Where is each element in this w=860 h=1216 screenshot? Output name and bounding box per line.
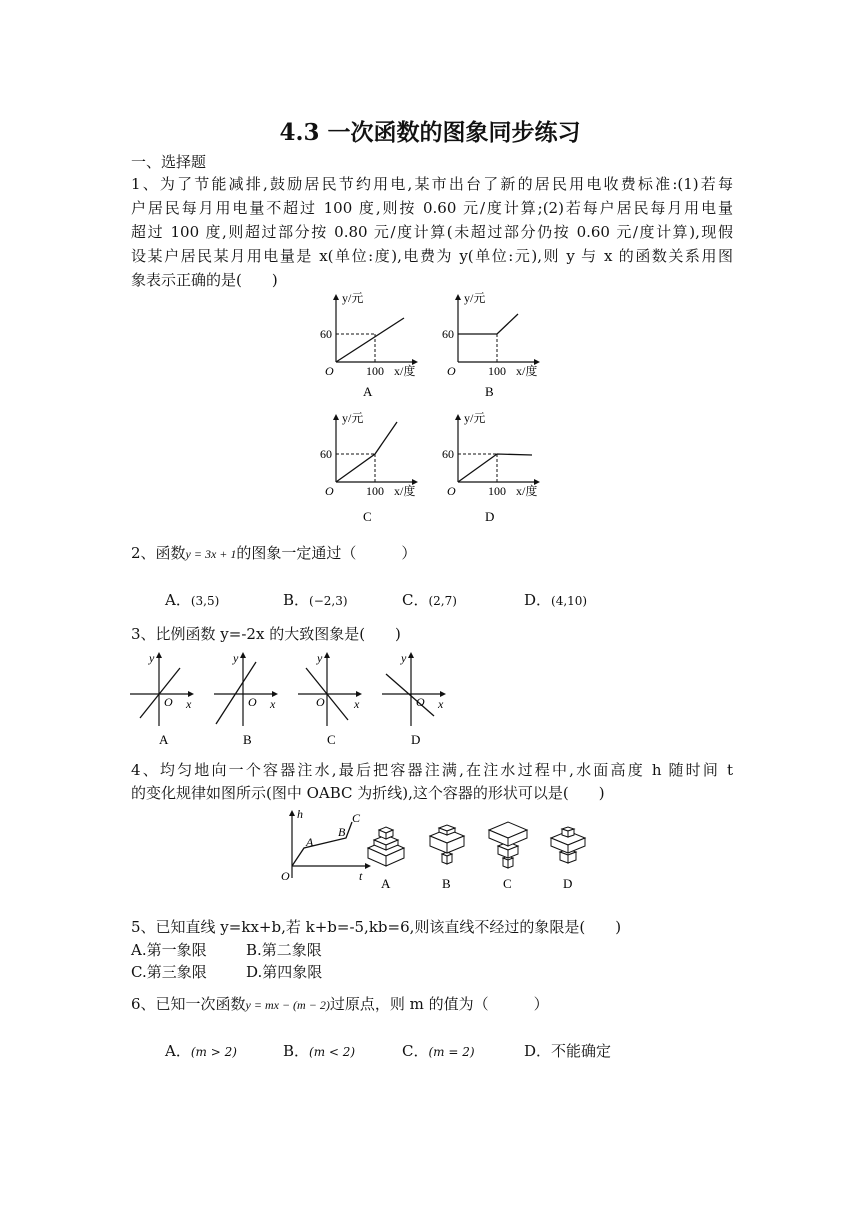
q4-axis-t: t xyxy=(359,869,363,883)
q1-graph-d xyxy=(422,410,547,525)
q1-c-xlabel: x/度 xyxy=(394,484,416,498)
q1-option-c: C xyxy=(363,509,372,524)
q3-graph-a xyxy=(128,648,198,748)
q3-stem: 3、比例函数 y=-2x 的大致图象是( ) xyxy=(131,625,401,643)
q4-container-a xyxy=(364,818,408,893)
q4-axis-h: h xyxy=(297,807,303,821)
q1-c-ytick: 60 xyxy=(320,447,332,461)
q5-stem: 5、已知直线 y=kx+b,若 k+b=-5,kb=6,则该直线不经过的象限是( ) xyxy=(131,918,622,936)
q5-option-b: B.第二象限 xyxy=(246,941,322,959)
q6-stem-prefix: 6、已知一次函数 xyxy=(131,995,246,1013)
q3-graph-d xyxy=(380,648,450,748)
q6-option-d: D．不能确定 xyxy=(524,1042,612,1060)
q1-d-origin: O xyxy=(447,484,456,498)
q1-d-ylabel: y/元 xyxy=(464,411,486,425)
q5-option-c: C.第三象限 xyxy=(131,963,207,981)
q2-option-b: B．(−2,3) xyxy=(283,591,348,609)
q1-b-ylabel: y/元 xyxy=(464,291,486,305)
q3-d-y: y xyxy=(401,651,407,665)
q1-a-origin: O xyxy=(325,364,334,378)
q1-line-3: 超过 100 度,则超过部分按 0.80 元/度计算(未超过部分仍按 0.60 元/度计算),现假 xyxy=(131,223,733,241)
q3-c-x: x xyxy=(354,697,360,711)
q4-container-b xyxy=(425,818,469,893)
q3-option-c: C xyxy=(327,732,336,747)
q3-a-y: y xyxy=(149,651,155,665)
q3-option-d: D xyxy=(411,732,421,747)
q3-option-b: B xyxy=(243,732,252,747)
q6-stem xyxy=(131,993,549,1016)
q3-b-y: y xyxy=(233,651,239,665)
q1-c-xtick: 100 xyxy=(366,484,384,498)
q4-origin: O xyxy=(281,869,290,883)
q1-b-ytick: 60 xyxy=(442,327,454,341)
q1-graph-a xyxy=(300,290,425,405)
q4-point-a: A xyxy=(306,835,314,849)
q4-line-1: 4、均匀地向一个容器注水,最后把容器注满,在注水过程中,水面高度 h 随时间 t xyxy=(131,761,733,779)
q4-container-c xyxy=(486,818,530,893)
q1-d-xlabel: x/度 xyxy=(516,484,538,498)
q3-d-x: x xyxy=(438,697,444,711)
q1-a-ylabel: y/元 xyxy=(342,291,364,305)
q3-graph-b xyxy=(212,648,282,748)
q3-b-origin: O xyxy=(248,695,257,709)
page-title: 4.3 一次函数的图象同步练习 xyxy=(279,119,581,146)
q3-c-origin: O xyxy=(316,695,325,709)
q1-line-4: 设某户居民某月用电量是 x(单位:度),电费为 y(单位:元),则 y 与 x 的函数关系用图 xyxy=(131,247,733,265)
q1-a-xlabel: x/度 xyxy=(394,364,416,378)
section-heading: 一、选择题 xyxy=(131,153,207,171)
q1-line-2: 户居民每月用电量不超过 100 度,则按 0.60 元/度计算;(2)若每户居民每月用电量 xyxy=(131,199,733,217)
q3-c-y: y xyxy=(317,651,323,665)
q1-graph-b xyxy=(422,290,547,405)
q4-point-b: B xyxy=(338,825,346,839)
q4-container-d xyxy=(546,818,590,893)
q1-line-5: 象表示正确的是( ) xyxy=(131,271,278,289)
q1-option-b: B xyxy=(485,384,494,399)
q3-a-x: x xyxy=(186,697,192,711)
q1-d-xtick: 100 xyxy=(488,484,506,498)
q6-option-a: A．(m > 2) xyxy=(165,1042,237,1060)
q1-line-1: 1、为了节能减排,鼓励居民节约用电,某市出台了新的居民用电收费标准:(1)若每 xyxy=(131,175,733,193)
q4-option-d: D xyxy=(563,876,573,891)
q5-option-a: A.第一象限 xyxy=(131,941,207,959)
q4-option-b: B xyxy=(442,876,451,891)
q2-option-d: D．(4,10) xyxy=(524,591,588,609)
q3-option-a: A xyxy=(159,732,169,747)
q1-graph-c xyxy=(300,410,425,525)
q1-c-ylabel: y/元 xyxy=(342,411,364,425)
q6-stem-suffix: 过原点，则 m 的值为（ ） xyxy=(329,995,549,1013)
q1-a-xtick: 100 xyxy=(366,364,384,378)
q6-option-b: B．(m < 2) xyxy=(283,1042,356,1060)
q2-option-c: C．(2,7) xyxy=(402,591,457,609)
q4-option-a: A xyxy=(381,876,391,891)
q1-b-xtick: 100 xyxy=(488,364,506,378)
q2-formula: y = 3x + 1 xyxy=(185,547,237,561)
q5-option-d: D.第四象限 xyxy=(246,963,323,981)
q3-a-origin: O xyxy=(164,695,173,709)
q1-option-a: A xyxy=(363,384,373,399)
q1-b-xlabel: x/度 xyxy=(516,364,538,378)
q4-point-c: C xyxy=(352,811,361,825)
q2-stem-suffix: 的图象一定通过（ ） xyxy=(236,544,417,562)
q6-option-c: C．(m = 2) xyxy=(402,1042,475,1060)
q2-stem xyxy=(131,542,416,565)
q3-d-origin: O xyxy=(416,695,425,709)
q6-formula: y = mx − (m − 2) xyxy=(245,998,330,1012)
q2-option-a: A．(3,5) xyxy=(165,591,220,609)
q2-stem-prefix: 2、函数 xyxy=(131,544,186,562)
q4-option-c: C xyxy=(503,876,512,891)
q1-a-ytick: 60 xyxy=(320,327,332,341)
q4-line-2: 的变化规律如图所示(图中 OABC 为折线),这个容器的形状可以是( ) xyxy=(131,784,605,802)
q1-d-ytick: 60 xyxy=(442,447,454,461)
q1-c-origin: O xyxy=(325,484,334,498)
q1-b-origin: O xyxy=(447,364,456,378)
q1-option-d: D xyxy=(485,509,495,524)
q3-b-x: x xyxy=(270,697,276,711)
q3-graph-c xyxy=(296,648,366,748)
